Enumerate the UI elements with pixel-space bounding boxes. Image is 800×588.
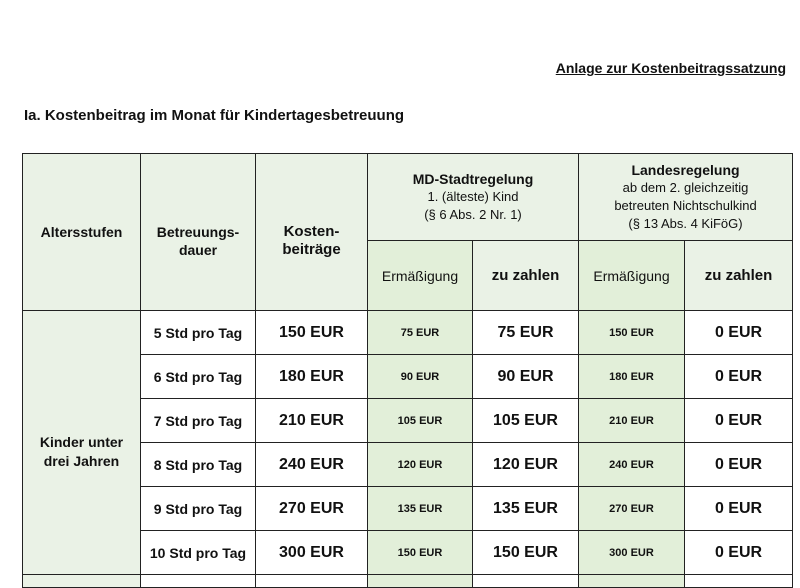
md-reduction-cell: 135 EUR [368, 487, 473, 531]
land-reduction-cell: 270 EUR [579, 487, 685, 531]
header-md-reduction: Ermäßigung [368, 241, 473, 311]
header-md-pay: zu zahlen [473, 241, 579, 311]
cost-cell: 300 EUR [256, 531, 368, 575]
section-title: Ia. Kostenbeitrag im Monat für Kindertagesbetreuung [24, 107, 405, 124]
md-reduction-cell: 75 EUR [368, 311, 473, 355]
cutoff-cell [23, 575, 141, 588]
land-pay-cell: 0 EUR [685, 399, 793, 443]
md-reduction-cell: 120 EUR [368, 443, 473, 487]
header-md-group [368, 154, 579, 241]
land-pay-cell: 0 EUR [685, 531, 793, 575]
cutoff-cell [141, 575, 256, 588]
duration-cell: 6 Std pro Tag [141, 355, 256, 399]
header-land-pay: zu zahlen [685, 241, 793, 311]
annex-heading: Anlage zur Kostenbeitragssatzung [555, 60, 786, 76]
cost-cell: 240 EUR [256, 443, 368, 487]
age-group-cell [23, 311, 141, 575]
header-duration-label: Betreuungs- dauer [156, 224, 240, 258]
duration-cell: 7 Std pro Tag [141, 399, 256, 443]
land-reduction-cell: 300 EUR [579, 531, 685, 575]
cost-cell: 180 EUR [256, 355, 368, 399]
header-land-line2: betreuten Nichtschulkind [614, 198, 757, 213]
duration-cell: 10 Std pro Tag [141, 531, 256, 575]
header-md-line1: 1. (älteste) Kind [427, 189, 519, 204]
land-reduction-cell: 180 EUR [579, 355, 685, 399]
header-age [23, 154, 141, 311]
age-group-label: Kinder unter drei Jahren [39, 434, 124, 469]
land-pay-cell: 0 EUR [685, 311, 793, 355]
fee-table [22, 153, 793, 588]
cutoff-cell [368, 575, 473, 588]
md-pay-cell: 135 EUR [473, 487, 579, 531]
header-land-reduction: Ermäßigung [579, 241, 685, 311]
header-land-line3: (§ 13 Abs. 4 KiFöG) [628, 216, 743, 231]
md-pay-cell: 105 EUR [473, 399, 579, 443]
land-reduction-cell: 240 EUR [579, 443, 685, 487]
duration-cell: 9 Std pro Tag [141, 487, 256, 531]
md-pay-cell: 150 EUR [473, 531, 579, 575]
land-pay-cell: 0 EUR [685, 443, 793, 487]
header-md-line2: (§ 6 Abs. 2 Nr. 1) [424, 207, 522, 222]
md-pay-cell: 75 EUR [473, 311, 579, 355]
md-reduction-cell: 150 EUR [368, 531, 473, 575]
md-pay-cell: 90 EUR [473, 355, 579, 399]
header-md-title: MD-Stadtregelung [412, 171, 534, 187]
land-pay-cell: 0 EUR [685, 487, 793, 531]
md-reduction-cell: 90 EUR [368, 355, 473, 399]
cost-cell: 210 EUR [256, 399, 368, 443]
cutoff-cell [473, 575, 579, 588]
duration-cell: 5 Std pro Tag [141, 311, 256, 355]
land-reduction-cell: 210 EUR [579, 399, 685, 443]
md-pay-cell: 120 EUR [473, 443, 579, 487]
cutoff-cell [579, 575, 685, 588]
md-reduction-cell: 105 EUR [368, 399, 473, 443]
land-pay-cell: 0 EUR [685, 355, 793, 399]
header-duration [141, 154, 256, 311]
header-land-line1: ab dem 2. gleichzeitig [622, 180, 749, 195]
land-reduction-cell: 150 EUR [579, 311, 685, 355]
header-cost [256, 154, 368, 311]
header-cost-label: Kosten- beiträge [282, 223, 341, 258]
duration-cell: 8 Std pro Tag [141, 443, 256, 487]
header-age-label: Altersstufen [40, 224, 123, 240]
cutoff-cell [256, 575, 368, 588]
table-row [23, 311, 793, 355]
header-land-title: Landesregelung [631, 162, 740, 178]
table-row-cutoff [23, 575, 793, 588]
header-land-group [579, 154, 793, 241]
cost-cell: 270 EUR [256, 487, 368, 531]
cost-cell: 150 EUR [256, 311, 368, 355]
cutoff-cell [685, 575, 793, 588]
